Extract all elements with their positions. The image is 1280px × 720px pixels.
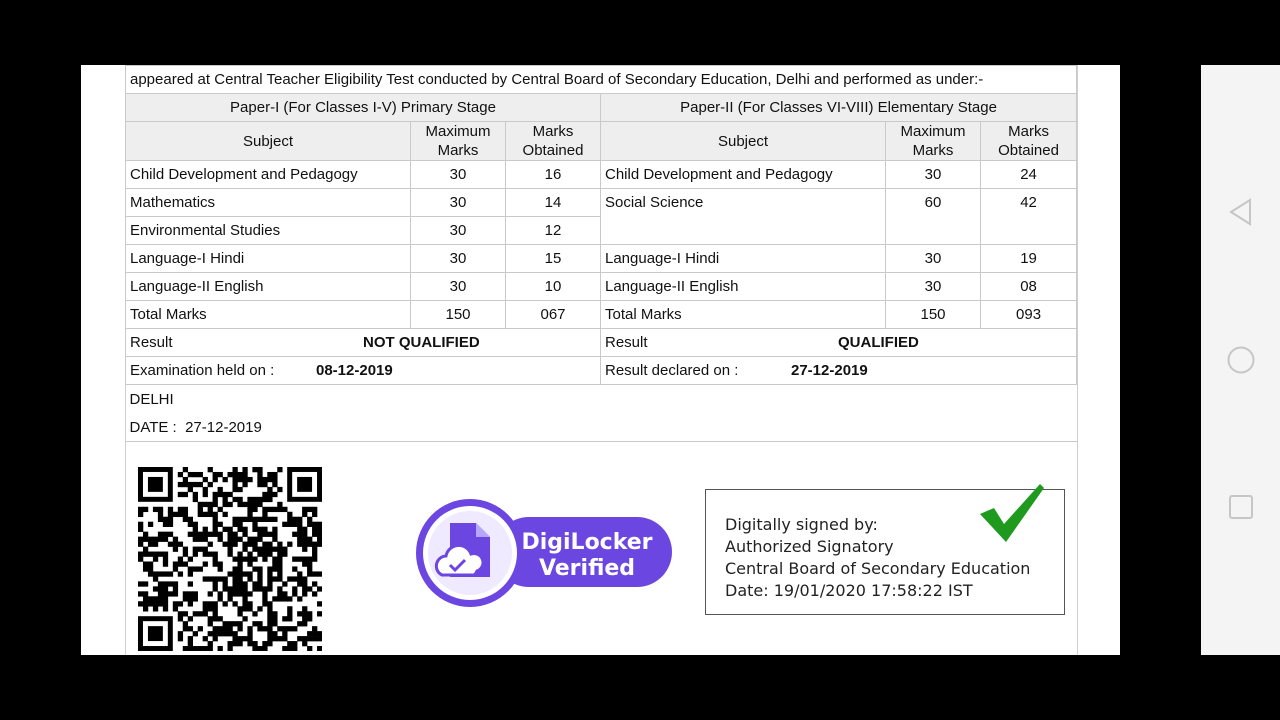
- paper1-max: 30: [411, 217, 506, 245]
- recents-button[interactable]: [1227, 493, 1255, 521]
- paper1-obtained: 15: [506, 245, 601, 273]
- paper1-date-cell: [126, 357, 601, 385]
- paper1-title: Paper-I (For Classes I-V) Primary Stage: [126, 94, 601, 122]
- paper1-result-value: NOT QUALIFIED: [363, 334, 480, 351]
- paper2-result-label: Result: [605, 334, 648, 351]
- table-row: [126, 273, 1077, 301]
- paper2-total-obtained: 093: [981, 301, 1077, 329]
- paper2-date-cell: [601, 357, 1077, 385]
- signature-line3: Central Board of Secondary Education: [725, 559, 1031, 578]
- signature-line2: Authorized Signatory: [725, 537, 894, 556]
- result-date-label: Result declared on :: [605, 362, 739, 379]
- certificate-page: [81, 65, 1120, 655]
- digilocker-verified-badge: [414, 497, 676, 614]
- place-text: DELHI: [126, 385, 1077, 414]
- paper2-subject: Social Science: [601, 189, 886, 245]
- paper2-max: 30: [886, 273, 981, 301]
- table-row: [126, 161, 1077, 189]
- paper1-max-header: Maximum Marks: [411, 122, 506, 161]
- paper2-subject: Language-I Hindi: [601, 245, 886, 273]
- paper2-subject-header: Subject: [601, 122, 886, 161]
- table-row: [126, 245, 1077, 273]
- paper2-max: 30: [886, 245, 981, 273]
- qr-code: [138, 467, 322, 651]
- paper1-subject: Child Development and Pedagogy: [126, 161, 411, 189]
- paper2-obtained: 42: [981, 189, 1077, 245]
- footer-date-cell: [126, 413, 1077, 442]
- digilocker-line1: DigiLocker: [521, 530, 653, 555]
- paper2-subject: Language-II English: [601, 273, 886, 301]
- digilocker-line2: Verified: [538, 556, 636, 581]
- footer-date-label: DATE :: [129, 418, 177, 436]
- paper2-result-value: QUALIFIED: [838, 334, 919, 351]
- paper1-subject: Environmental Studies: [126, 217, 411, 245]
- paper1-result-label: Result: [130, 334, 173, 351]
- result-date-value: 27-12-2019: [791, 362, 868, 379]
- home-button[interactable]: [1227, 346, 1255, 374]
- paper2-total-label: Total Marks: [601, 301, 886, 329]
- exam-date-label: Examination held on :: [130, 362, 275, 379]
- intro-text: appeared at Central Teacher Eligibility Test conducted by Central Board of Secondary Education, Delhi and performed as under:-: [126, 66, 1077, 94]
- paper2-result-cell: [601, 329, 1077, 357]
- paper1-subject: Language-II English: [126, 273, 411, 301]
- checkmark-icon: [976, 480, 1048, 544]
- paper2-obtained-header: Marks Obtained: [981, 122, 1077, 161]
- table-row: [126, 301, 1077, 329]
- paper1-total-max: 150: [411, 301, 506, 329]
- home-icon: [1227, 346, 1255, 374]
- paper2-obtained: 08: [981, 273, 1077, 301]
- footer-date-value: 27-12-2019: [185, 418, 262, 436]
- paper1-max: 30: [411, 245, 506, 273]
- paper1-total-label: Total Marks: [126, 301, 411, 329]
- marks-table: [125, 65, 1077, 442]
- exam-date-value: 08-12-2019: [316, 362, 393, 379]
- paper2-total-max: 150: [886, 301, 981, 329]
- paper2-max: 60: [886, 189, 981, 245]
- paper1-obtained: 10: [506, 273, 601, 301]
- paper1-obtained: 12: [506, 217, 601, 245]
- paper1-subject-header: Subject: [126, 122, 411, 161]
- paper2-obtained: 19: [981, 245, 1077, 273]
- recents-icon: [1228, 494, 1254, 520]
- paper1-obtained: 16: [506, 161, 601, 189]
- paper2-max-header: Maximum Marks: [886, 122, 981, 161]
- paper2-max: 30: [886, 161, 981, 189]
- paper1-max: 30: [411, 189, 506, 217]
- paper1-subject: Language-I Hindi: [126, 245, 411, 273]
- paper1-max: 30: [411, 161, 506, 189]
- paper1-obtained: 14: [506, 189, 601, 217]
- paper1-max: 30: [411, 273, 506, 301]
- table-row: [126, 189, 1077, 217]
- paper2-subject: Child Development and Pedagogy: [601, 161, 886, 189]
- digital-signature-box: [705, 489, 1065, 615]
- back-button[interactable]: [1227, 198, 1255, 226]
- signature-line1: Digitally signed by:: [725, 515, 878, 534]
- paper1-obtained-header: Marks Obtained: [506, 122, 601, 161]
- paper2-obtained: 24: [981, 161, 1077, 189]
- paper2-title: Paper-II (For Classes VI-VIII) Elementary Stage: [601, 94, 1077, 122]
- signature-line4: Date: 19/01/2020 17:58:22 IST: [725, 581, 973, 600]
- paper1-subject: Mathematics: [126, 189, 411, 217]
- paper1-result-cell: [126, 329, 601, 357]
- paper1-total-obtained: 067: [506, 301, 601, 329]
- back-icon: [1228, 198, 1254, 226]
